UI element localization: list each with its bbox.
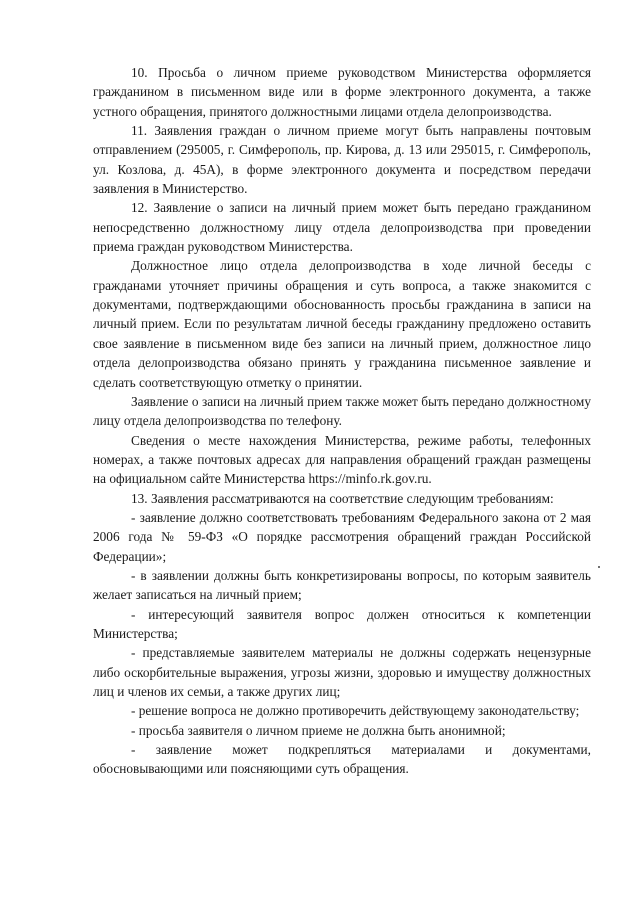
paragraph-12-direct-submission: 12. Заявление о записи на личный прием может быть передано гражданином непосредственно должностному лицу отдела делопроизводства при проведении приема граждан руководством Министерства.: [93, 200, 591, 255]
paragraph-10-personal-appointment-request: 10. Просьба о личном приеме руководством Министерства оформляется гражданином в письменном виде или в форме электронного документа, а также устного обращения, принятого должностными лицами отдела делопроизводства.: [93, 65, 591, 119]
requirement-supporting-materials: - заявление может подкрепляться материалами и документами, обосновывающими или поясняющими суть обращения.: [93, 742, 591, 777]
paragraph-13-requirements-intro: 13. Заявления рассматриваются на соответствие следующим требованиям:: [131, 490, 554, 506]
requirement-no-offensive-content: - представляемые заявителем материалы не должны содержать нецензурные либо оскорбительные выражения, угрозы жизни, здоровью и имуществу должностных лиц и членов их семьи, а также других лиц;: [93, 645, 591, 699]
document-body: [93, 63, 591, 779]
requirement-federal-law: - заявление должно соответствовать требованиям Федерального закона от 2 мая 2006 года № 59-ФЗ «О порядке рассмотрения обращений граждан Российской Федерации»;: [93, 509, 591, 564]
paragraph-11-submission-methods: 11. Заявления граждан о личном приеме могут быть направлены почтовым отправлением (295005, г. Симферополь, пр. Кирова, д. 13 или 295015, г. Симферополь, ул. Козлова, д. 45А), в форме электронного документа и посредством передачи заявления в Министерство.: [93, 123, 591, 197]
requirement-not-anonymous: - просьба заявителя о личном приеме не должна быть анонимной;: [131, 722, 506, 738]
scan-speck: [598, 566, 600, 568]
requirement-ministry-competence: - интересующий заявителя вопрос должен относиться к компетенции Министерства;: [93, 606, 591, 641]
requirement-lawful-resolution: - решение вопроса не должно противоречить действующему законодательству;: [131, 703, 580, 719]
paragraph-ministry-contacts: Сведения о месте нахождения Министерства, режиме работы, телефонных номерах, а также почтовых адресах для направления обращений граждан размещены на официальном сайте Министерства https://minfo.rk.gov.ru.: [93, 432, 591, 487]
paragraph-official-conversation: Должностное лицо отдела делопроизводства в ходе личной беседы с гражданами уточняет причины обращения и суть вопроса, а также знакомится с документами, подтверждающими обоснованность просьбы гражданина в записи на личный прием. Если по результатам личной беседы гражданину предложено оставить свое заявление в письменном виде без записи на личный прием, должностное лицо отдела делопроизводства обязано принять у гражданина письменное заявление и сделать соответствующую отметку о принятии.: [93, 258, 591, 390]
requirement-specific-questions: - в заявлении должны быть конкретизированы вопросы, по которым заявитель желает записаться на личный прием;: [93, 567, 591, 603]
paragraph-phone-submission: Заявление о записи на личный прием также может быть передано должностному лицу отдела делопроизводства по телефону.: [93, 393, 591, 429]
